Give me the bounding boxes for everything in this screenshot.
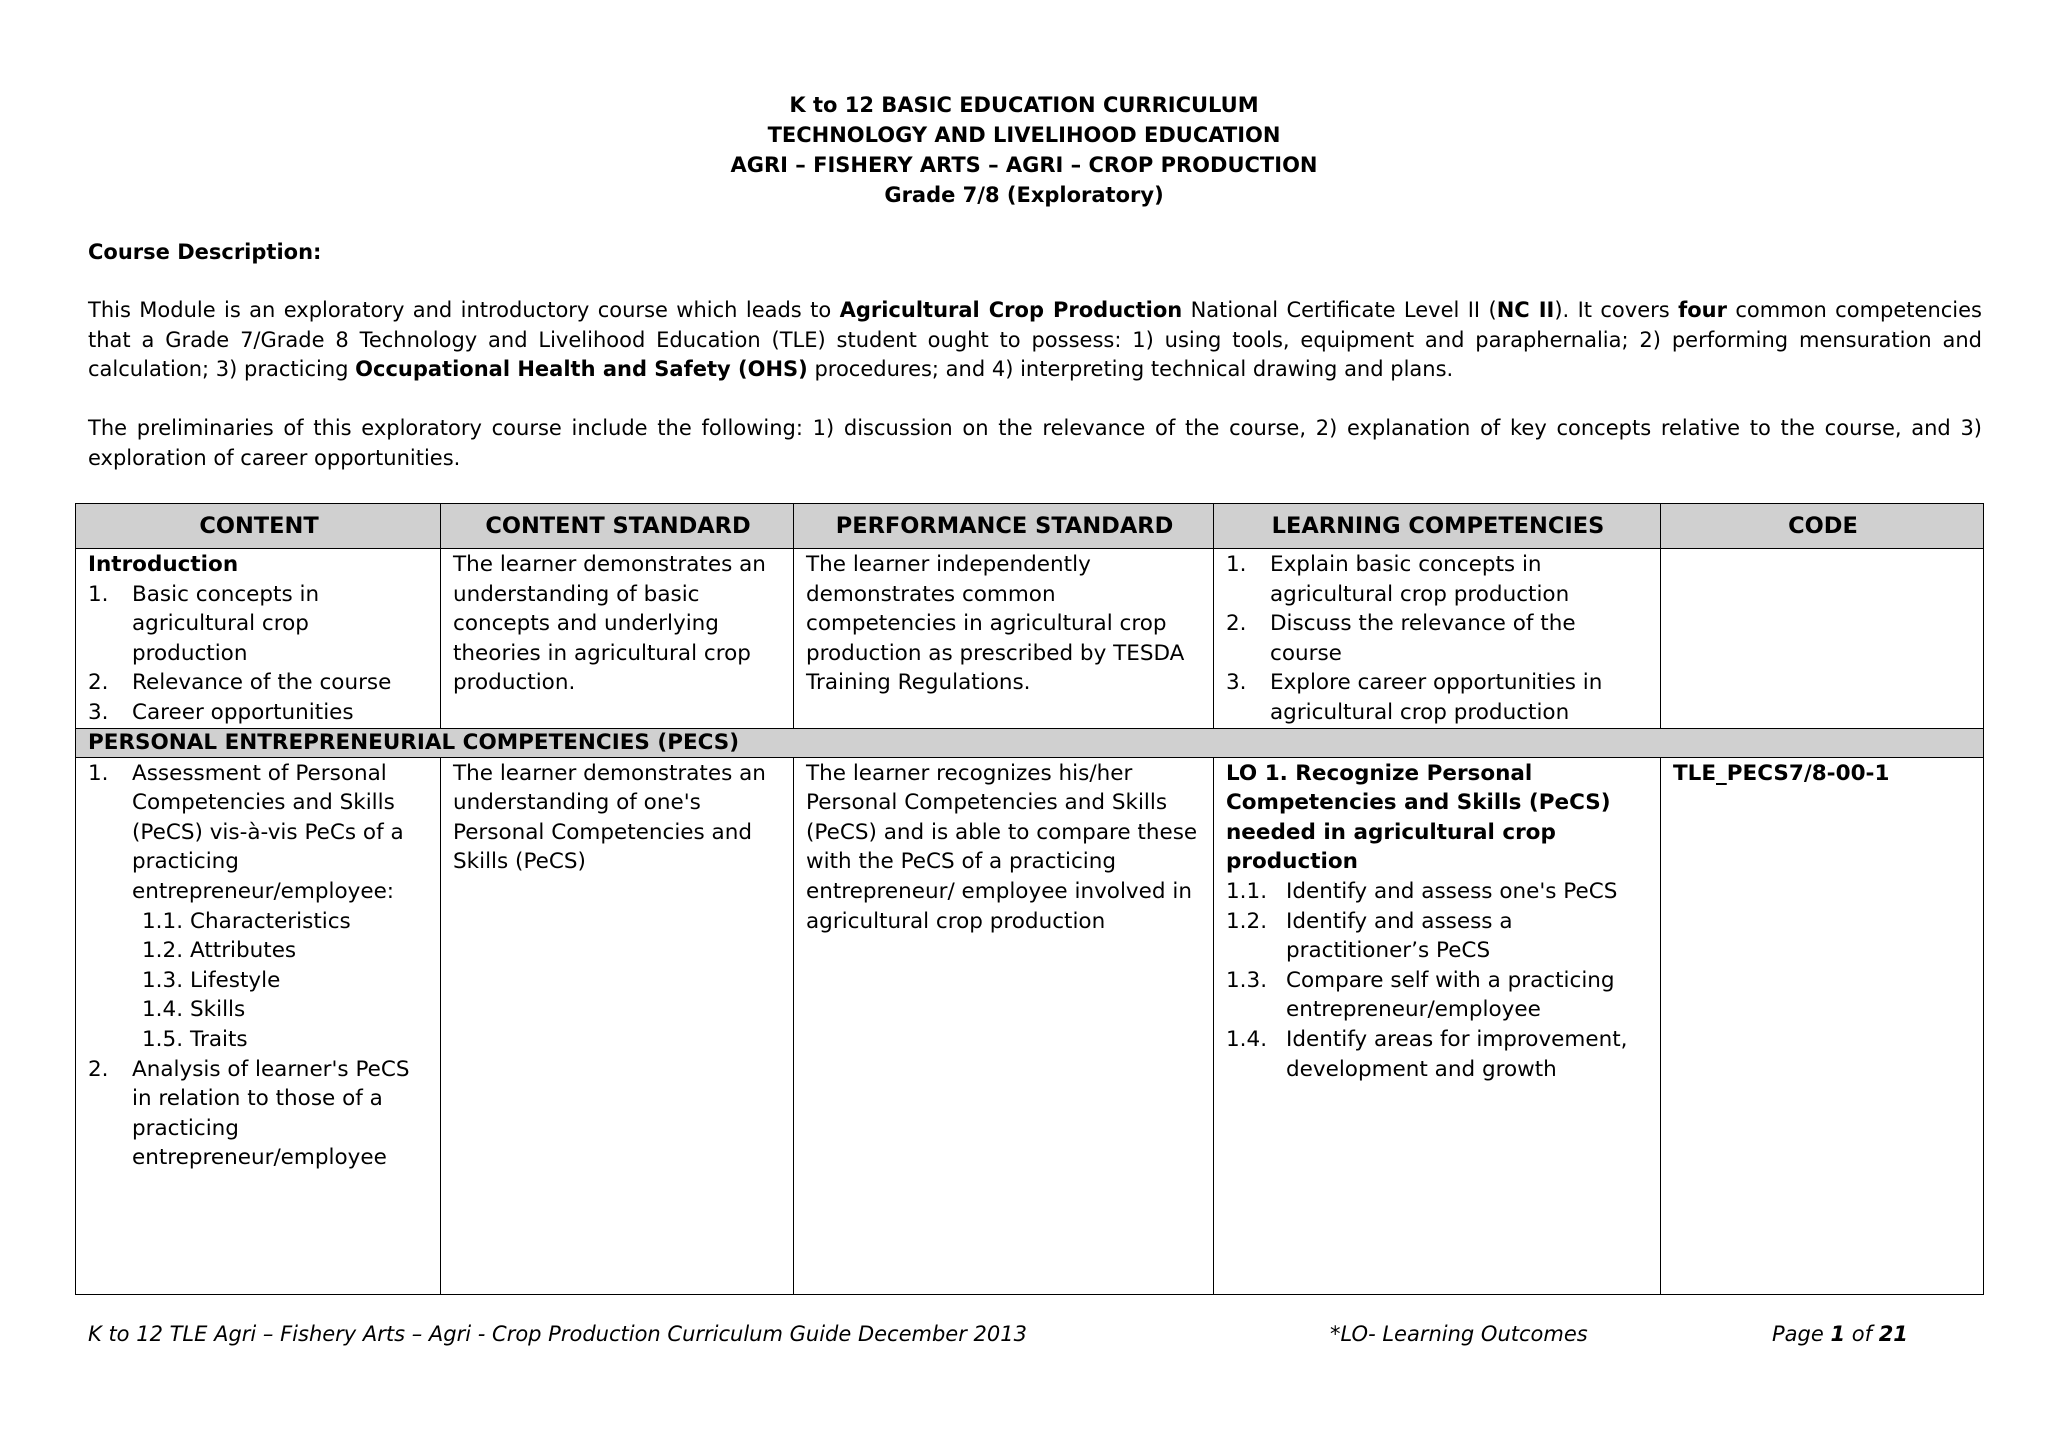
intro-content-title: Introduction	[88, 552, 239, 577]
list-item: 2. Relevance of the course	[88, 670, 392, 696]
learning-outcome-list	[1226, 877, 1650, 1084]
learning-outcome-title: LO 1. Recognize Personal Competencies and Skills (PeCS) needed in agricultural crop production	[1226, 760, 1611, 875]
document-title	[0, 90, 2048, 210]
table-section-row	[76, 728, 1984, 757]
title-line-2: TECHNOLOGY AND LIVELIHOOD EDUCATION	[767, 123, 1281, 147]
list-item: 1.1. Characteristics	[142, 908, 351, 934]
list-item: 1.4. Skills	[142, 997, 246, 1023]
header-learning-competencies: LEARNING COMPETENCIES	[1214, 504, 1661, 549]
pecs-sub-list	[132, 907, 430, 1055]
footer-lo-note: *LO- Learning Outcomes	[1330, 1322, 1588, 1346]
list-item: 1.1. Identify and assess one's PeCS	[1226, 878, 1618, 904]
intro-code-cell	[1661, 549, 1984, 729]
title-line-4: Grade 7/8 (Exploratory)	[884, 183, 1164, 207]
course-description-paragraph-2: The preliminaries of this exploratory course include the following: 1) discussion on the relevance of the course, 2) explanation of key concepts relative to the course, and 3) exploration of career opportunities.	[88, 416, 1982, 470]
list-item: 1.2. Identify and assess a practitioner’s PeCS	[1226, 908, 1513, 964]
intro-content-standard-cell: The learner demonstrates an understanding of basic concepts and underlying theories in agricultural crop production.	[441, 549, 794, 729]
list-item: 2. Discuss the relevance of the course	[1226, 611, 1576, 666]
pecs-content-cell	[76, 757, 441, 1294]
header-content: CONTENT	[76, 504, 441, 549]
pecs-competencies-cell	[1214, 757, 1661, 1294]
section-pecs-title: PERSONAL ENTREPRENEURIAL COMPETENCIES (PECS)	[76, 728, 1984, 757]
footer-document-title: K to 12 TLE Agri – Fishery Arts – Agri - Crop Production Curriculum Guide December 2013	[88, 1322, 1027, 1346]
table-header-row	[76, 504, 1984, 549]
list-item: 3. Explore career opportunities in agricultural crop production	[1226, 670, 1603, 725]
list-item: 2. Analysis of learner's PeCS in relation to those of a practicing entrepreneur/employee	[88, 1056, 410, 1171]
list-item: 3. Career opportunities	[88, 699, 354, 725]
intro-competencies-list	[1226, 550, 1650, 728]
pecs-performance-standard-cell: The learner recognizes his/her Personal Competencies and Skills (PeCS) and is able to compare these with the PeCS of a practicing entrepreneur/ employee involved in agricultural crop production	[794, 757, 1214, 1294]
header-code: CODE	[1661, 504, 1984, 549]
list-item: 1. Basic concepts in agricultural crop production	[88, 581, 320, 666]
table-row-introduction	[76, 549, 1984, 729]
list-item: 1. Explain basic concepts in agricultural crop production	[1226, 552, 1570, 607]
pecs-content-standard-cell: The learner demonstrates an understanding of one's Personal Competencies and Skills (PeCS)	[441, 757, 794, 1294]
curriculum-table	[75, 503, 1984, 1295]
header-performance-standard: PERFORMANCE STANDARD	[794, 504, 1214, 549]
list-item: 1.3. Lifestyle	[142, 967, 281, 993]
intro-content-list	[88, 580, 430, 728]
intro-content-cell	[76, 549, 441, 729]
list-item: 1. Assessment of Personal Competencies and Skills (PeCS) vis-à-vis PeCs of a practicing entrepreneur/employee: 1.1. Characteristics 1.2. Attributes 1.3. Lifestyle 1.4. Skills 1.5. Traits	[88, 759, 430, 1055]
course-description-heading: Course Description:	[88, 240, 322, 264]
list-item: 1.2. Attributes	[142, 938, 297, 964]
pecs-code-cell: TLE_PECS7/8-00-1	[1661, 757, 1984, 1294]
list-item: 1.3. Compare self with a practicing entrepreneur/employee	[1226, 967, 1615, 1023]
table-row-pecs	[76, 757, 1984, 1294]
footer-page-number: Page 1 of 21	[1772, 1322, 1908, 1346]
list-item: 1.5. Traits	[142, 1026, 248, 1052]
title-line-3: AGRI – FISHERY ARTS – AGRI – CROP PRODUCTION	[730, 153, 1318, 177]
list-item: 1.4. Identify areas for improvement, development and growth	[1226, 1026, 1628, 1082]
title-line-1: K to 12 BASIC EDUCATION CURRICULUM	[789, 93, 1259, 117]
header-content-standard: CONTENT STANDARD	[441, 504, 794, 549]
pecs-content-list	[88, 759, 430, 1173]
intro-competencies-cell	[1214, 549, 1661, 729]
intro-performance-standard-cell: The learner independently demonstrates common competencies in agricultural crop production as prescribed by TESDA Training Regulations.	[794, 549, 1214, 729]
course-description-paragraph-1: This Module is an exploratory and introductory course which leads to Agricultural Crop Production National Certificate Level II (NC II). It covers four common competencies that a Grade 7/Grade 8 Technology and Livelihood Education (TLE) student ought to possess: 1) using tools, equipment and paraphernalia; 2) performing mensuration and calculation; 3) practicing Occupational Health and Safety (OHS) procedures; and 4) interpreting technical drawing and plans.	[88, 298, 1982, 381]
